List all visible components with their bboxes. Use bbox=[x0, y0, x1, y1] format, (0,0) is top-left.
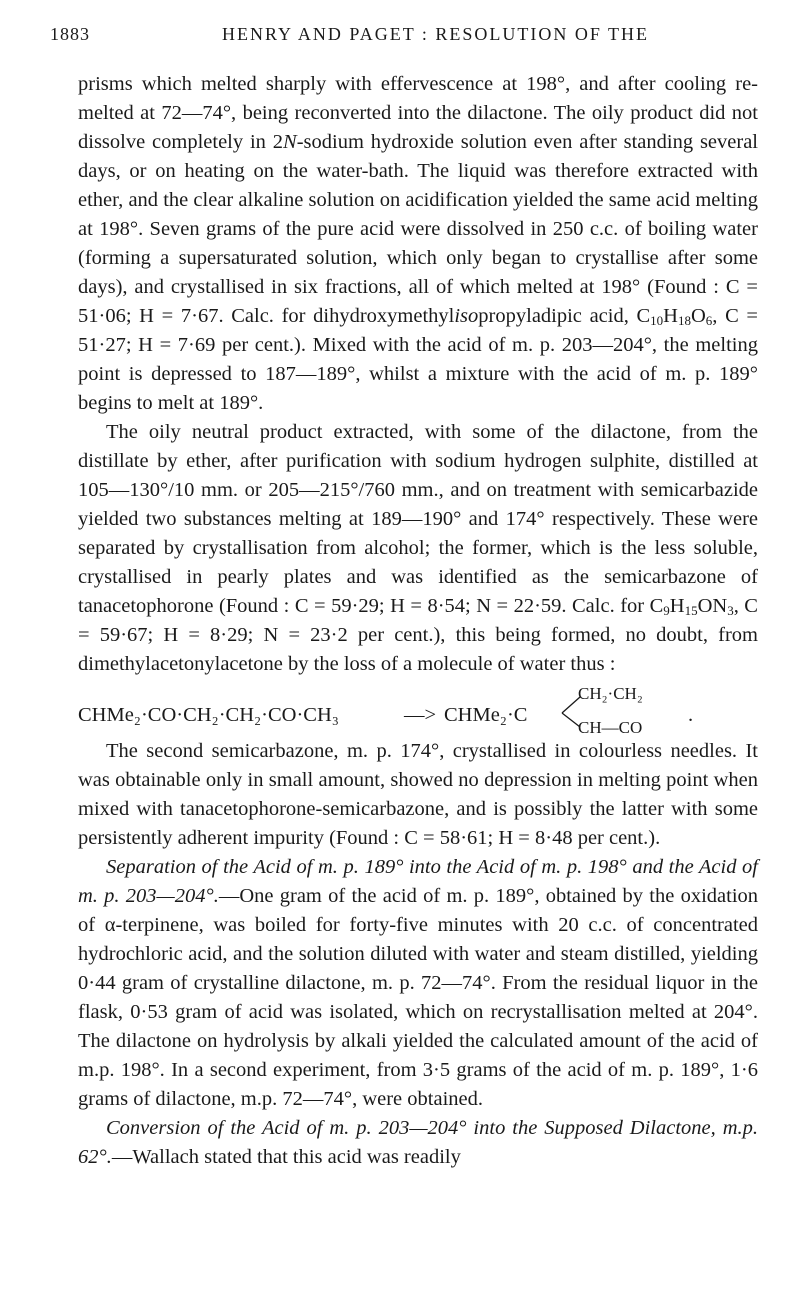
equation-reactant: CHMe₂·CO·CH₂·CH₂·CO·CH₃ bbox=[78, 704, 339, 726]
paragraph-2 bbox=[78, 418, 758, 679]
p2-sub-n: 3 bbox=[727, 603, 734, 618]
reaction-equation bbox=[78, 683, 758, 737]
paragraph-5 bbox=[78, 1114, 758, 1172]
body-text bbox=[78, 70, 758, 1172]
p1-italic-n: N bbox=[283, 131, 297, 153]
p2-text-on: ON bbox=[697, 595, 728, 617]
page-header bbox=[50, 24, 760, 52]
p2-sub-h: 15 bbox=[684, 603, 698, 618]
reaction-arrow-icon: —> bbox=[404, 704, 437, 726]
paragraph-1 bbox=[78, 70, 758, 418]
p2-text-h: H bbox=[669, 595, 685, 617]
p1-italic-iso: iso bbox=[454, 305, 479, 327]
p2-text-a: The oily neutral product extracted, with some of the dilactone, from the distillate by ether, after purification with sodium hydrogen sulphite, distilled at 105—130°/10 mm. or 205—215°/760 mm., and on treatment with semicarbazide yielded two substances melting at 189—190° and 174° respectively. These were separated by crystallisation from alcohol; the former, which is the less soluble, crystallised in pearly plates and was identified as the semicarbazone of tanacetophorone (Found : C = 59·29; H = 8·54; N = 22·59. Calc. for C bbox=[78, 421, 758, 617]
p4-text: —One gram of the acid of m. p. 189°, obtained by the oxidation of α-terpinene, was boiled for forty-five minutes with 20 c.c. of concentrated hydrochloric acid, and the solution diluted with water and steam distilled, yielding 0·44 gram of crystalline dilactone, m. p. 72—74°. From the residual liquor in the flask, 0·53 gram of acid was isolated, which on recrystallisation melted at 204°. The dilactone on hydrolysis by alkali yielded the calculated amount of the acid of m.p. 198°. In a second experiment, from 3·5 grams of the acid of m. p. 189°, 1·6 grams of dilactone, m.p. 72—74°, were obtained. bbox=[78, 885, 759, 1110]
equation-end: . bbox=[688, 704, 694, 726]
p2-sub-c: 9 bbox=[663, 603, 670, 618]
p1-sub-c: 10 bbox=[650, 313, 664, 328]
p1-text-c: propyladipic acid, C bbox=[478, 305, 651, 327]
running-title: HENRY AND PAGET : RESOLUTION OF THE bbox=[222, 24, 650, 44]
p1-sub-o: 6 bbox=[705, 313, 713, 328]
equation-product: CHMe₂·C bbox=[444, 704, 528, 726]
p1-text-d: , C = 51·27; H = 7·69 per cent.). Mixed with the acid of m. p. 203—204°, the melting point is depressed to 187—189°, whilst a mixture with the acid of m. p. 189° begins to melt at 189°. bbox=[78, 305, 758, 414]
paragraph-4 bbox=[78, 853, 758, 1114]
p5-text: —Wallach stated that this acid was readily bbox=[111, 1146, 461, 1168]
p1-text-b: -sodium hydroxide solution even after standing several days, or on heating on the water-bath. The liquid was therefore extracted with ether, and the clear alkaline solution on acidification yielded the same acid melting at 198°. Seven grams of the pure acid were dissolved in 250 c.c. of boiling water (forming a supersaturated solution, which only began to crystallise after some days), and crystallised in six fractions, all of which melted at 198° (Found : C = 51·06; H = 7·67. Calc. for dihydroxymethyl bbox=[78, 131, 758, 327]
ring-bottom-group: CH—CO bbox=[578, 718, 643, 737]
p1-sub-h: 18 bbox=[677, 313, 691, 328]
p1-text-a: prisms which melted sharply with effervescence at 198°, and after cooling re-melted at 72—74°, being reconverted into the dilactone. The oily product did not dissolve completely in 2 bbox=[78, 73, 758, 153]
p3-text: The second semicarbazone, m. p. 174°, crystallised in colourless needles. It was obtainable only in small amount, showed no depression in melting point when mixed with tanacetophorone-semicarbazone, and is possibly the latter with some persistently adherent impurity (Found : C = 58·61; H = 8·48 per cent.). bbox=[78, 740, 758, 849]
p1-text-h: H bbox=[663, 305, 678, 327]
section-heading-conversion: Conversion of the Acid of m. p. 203—204° into the Supposed Dilactone, m.p. 62°. bbox=[78, 1117, 758, 1168]
paragraph-3 bbox=[78, 737, 758, 853]
ring-top-group: CH₂·CH₂ bbox=[578, 684, 643, 703]
p2-text-b: , C = 59·67; H = 8·29; N = 23·2 per cent.), this being formed, no doubt, from dimethylacetonylacetone by the loss of a molecule of water thus : bbox=[78, 595, 758, 675]
p1-text-o: O bbox=[690, 305, 706, 327]
page-year: 1883 bbox=[50, 24, 90, 44]
section-heading-separation: Separation of the Acid of m. p. 189° into the Acid of m. p. 198° and the Acid of m. p. 203—204°. bbox=[78, 856, 758, 907]
